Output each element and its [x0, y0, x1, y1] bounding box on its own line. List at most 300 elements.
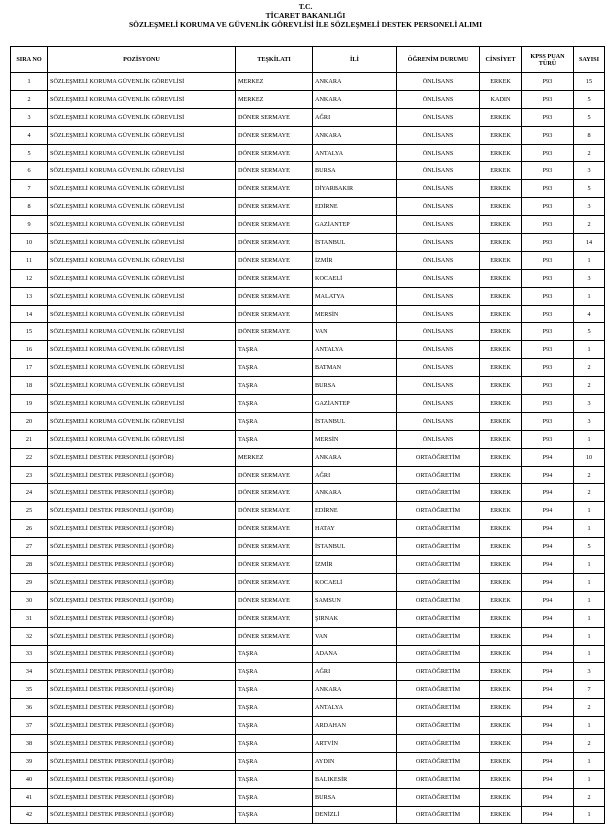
cell-teskilati: DÖNER SERMAYE	[236, 126, 313, 144]
cell-cinsiyet: ERKEK	[480, 788, 522, 806]
cell-kpss-puan-turu: P93	[522, 323, 574, 341]
cell-sayisi: 8	[574, 126, 605, 144]
cell-cinsiyet: ERKEK	[480, 412, 522, 430]
cell-pozisyonu: SÖZLEŞMELİ DESTEK PERSONELİ (ŞOFÖR)	[48, 448, 236, 466]
cell-pozisyonu: SÖZLEŞMELİ DESTEK PERSONELİ (ŞOFÖR)	[48, 681, 236, 699]
cell-ogrenim-durumu: ÖNLİSANS	[397, 341, 480, 359]
table-row	[11, 573, 605, 591]
cell-cinsiyet: ERKEK	[480, 162, 522, 180]
cell-sayisi: 1	[574, 573, 605, 591]
cell-teskilati: DÖNER SERMAYE	[236, 251, 313, 269]
cell-sayisi: 1	[574, 627, 605, 645]
cell-cinsiyet: ERKEK	[480, 717, 522, 735]
cell-sayisi: 3	[574, 162, 605, 180]
cell-teskilati: DÖNER SERMAYE	[236, 502, 313, 520]
cell-ili: ANTALYA	[313, 341, 397, 359]
cell-sayisi: 2	[574, 377, 605, 395]
cell-kpss-puan-turu: P93	[522, 430, 574, 448]
table-row	[11, 520, 605, 538]
cell-teskilati: TAŞRA	[236, 788, 313, 806]
cell-ili: ANKARA	[313, 73, 397, 91]
cell-pozisyonu: SÖZLEŞMELİ DESTEK PERSONELİ (ŞOFÖR)	[48, 752, 236, 770]
cell-sayisi: 2	[574, 466, 605, 484]
cell-kpss-puan-turu: P93	[522, 377, 574, 395]
cell-ogrenim-durumu: ORTAÖĞRETİM	[397, 681, 480, 699]
table-row	[11, 466, 605, 484]
cell-ogrenim-durumu: ORTAÖĞRETİM	[397, 484, 480, 502]
table-row	[11, 108, 605, 126]
cell-ili: AYDIN	[313, 752, 397, 770]
cell-sira-no: 28	[11, 556, 48, 574]
cell-ogrenim-durumu: ORTAÖĞRETİM	[397, 538, 480, 556]
cell-pozisyonu: SÖZLEŞMELİ DESTEK PERSONELİ (ŞOFÖR)	[48, 663, 236, 681]
cell-teskilati: DÖNER SERMAYE	[236, 573, 313, 591]
cell-ili: BURSA	[313, 788, 397, 806]
cell-teskilati: TAŞRA	[236, 717, 313, 735]
table-row	[11, 180, 605, 198]
cell-ogrenim-durumu: ÖNLİSANS	[397, 162, 480, 180]
cell-pozisyonu: SÖZLEŞMELİ DESTEK PERSONELİ (ŞOFÖR)	[48, 734, 236, 752]
cell-ogrenim-durumu: ORTAÖĞRETİM	[397, 520, 480, 538]
cell-sira-no: 39	[11, 752, 48, 770]
cell-kpss-puan-turu: P94	[522, 448, 574, 466]
cell-sira-no: 29	[11, 573, 48, 591]
cell-sira-no: 11	[11, 251, 48, 269]
cell-sayisi: 1	[574, 770, 605, 788]
cell-sira-no: 20	[11, 412, 48, 430]
cell-teskilati: TAŞRA	[236, 663, 313, 681]
cell-pozisyonu: SÖZLEŞMELİ KORUMA GÜVENLİK GÖREVLİSİ	[48, 126, 236, 144]
cell-teskilati: TAŞRA	[236, 341, 313, 359]
cell-sayisi: 1	[574, 502, 605, 520]
table-row	[11, 591, 605, 609]
cell-ogrenim-durumu: ÖNLİSANS	[397, 251, 480, 269]
cell-sayisi: 4	[574, 305, 605, 323]
cell-sira-no: 22	[11, 448, 48, 466]
cell-ogrenim-durumu: ORTAÖĞRETİM	[397, 591, 480, 609]
table-row	[11, 269, 605, 287]
cell-teskilati: TAŞRA	[236, 645, 313, 663]
cell-sayisi: 2	[574, 788, 605, 806]
cell-ili: ŞIRNAK	[313, 609, 397, 627]
cell-sira-no: 31	[11, 609, 48, 627]
cell-ili: EDİRNE	[313, 198, 397, 216]
cell-sira-no: 6	[11, 162, 48, 180]
cell-cinsiyet: ERKEK	[480, 681, 522, 699]
cell-ogrenim-durumu: ORTAÖĞRETİM	[397, 752, 480, 770]
cell-teskilati: DÖNER SERMAYE	[236, 269, 313, 287]
cell-cinsiyet: ERKEK	[480, 108, 522, 126]
cell-pozisyonu: SÖZLEŞMELİ KORUMA GÜVENLİK GÖREVLİSİ	[48, 430, 236, 448]
cell-sayisi: 1	[574, 287, 605, 305]
cell-sira-no: 3	[11, 108, 48, 126]
cell-pozisyonu: SÖZLEŞMELİ DESTEK PERSONELİ (ŞOFÖR)	[48, 591, 236, 609]
cell-sira-no: 8	[11, 198, 48, 216]
cell-kpss-puan-turu: P93	[522, 216, 574, 234]
table-row	[11, 788, 605, 806]
cell-sira-no: 35	[11, 681, 48, 699]
column-header-kpss-puan-turu: KPSS PUAN TÜRÜ	[522, 47, 574, 73]
cell-kpss-puan-turu: P94	[522, 484, 574, 502]
cell-sayisi: 2	[574, 699, 605, 717]
cell-ogrenim-durumu: ORTAÖĞRETİM	[397, 573, 480, 591]
cell-sira-no: 40	[11, 770, 48, 788]
cell-cinsiyet: ERKEK	[480, 538, 522, 556]
cell-pozisyonu: SÖZLEŞMELİ KORUMA GÜVENLİK GÖREVLİSİ	[48, 251, 236, 269]
cell-ili: ANKARA	[313, 681, 397, 699]
cell-teskilati: DÖNER SERMAYE	[236, 591, 313, 609]
cell-cinsiyet: ERKEK	[480, 216, 522, 234]
cell-teskilati: DÖNER SERMAYE	[236, 520, 313, 538]
cell-kpss-puan-turu: P93	[522, 412, 574, 430]
cell-cinsiyet: ERKEK	[480, 198, 522, 216]
table-row	[11, 234, 605, 252]
cell-ili: İZMİR	[313, 251, 397, 269]
cell-cinsiyet: ERKEK	[480, 502, 522, 520]
cell-teskilati: DÖNER SERMAYE	[236, 144, 313, 162]
cell-kpss-puan-turu: P94	[522, 538, 574, 556]
cell-teskilati: TAŞRA	[236, 770, 313, 788]
cell-teskilati: DÖNER SERMAYE	[236, 180, 313, 198]
cell-pozisyonu: SÖZLEŞMELİ KORUMA GÜVENLİK GÖREVLİSİ	[48, 180, 236, 198]
cell-sira-no: 23	[11, 466, 48, 484]
cell-ili: DENİZLİ	[313, 806, 397, 824]
cell-kpss-puan-turu: P93	[522, 305, 574, 323]
cell-teskilati: DÖNER SERMAYE	[236, 484, 313, 502]
cell-teskilati: TAŞRA	[236, 752, 313, 770]
cell-teskilati: DÖNER SERMAYE	[236, 305, 313, 323]
cell-pozisyonu: SÖZLEŞMELİ DESTEK PERSONELİ (ŞOFÖR)	[48, 466, 236, 484]
cell-cinsiyet: ERKEK	[480, 734, 522, 752]
cell-pozisyonu: SÖZLEŞMELİ KORUMA GÜVENLİK GÖREVLİSİ	[48, 234, 236, 252]
cell-ogrenim-durumu: ORTAÖĞRETİM	[397, 717, 480, 735]
cell-kpss-puan-turu: P94	[522, 734, 574, 752]
table-row	[11, 645, 605, 663]
cell-cinsiyet: ERKEK	[480, 770, 522, 788]
cell-ili: AĞRI	[313, 108, 397, 126]
cell-kpss-puan-turu: P93	[522, 73, 574, 91]
cell-ili: MALATYA	[313, 287, 397, 305]
cell-cinsiyet: ERKEK	[480, 359, 522, 377]
cell-pozisyonu: SÖZLEŞMELİ KORUMA GÜVENLİK GÖREVLİSİ	[48, 90, 236, 108]
cell-pozisyonu: SÖZLEŞMELİ KORUMA GÜVENLİK GÖREVLİSİ	[48, 377, 236, 395]
cell-teskilati: TAŞRA	[236, 430, 313, 448]
cell-sayisi: 2	[574, 484, 605, 502]
cell-ogrenim-durumu: ÖNLİSANS	[397, 305, 480, 323]
cell-kpss-puan-turu: P94	[522, 788, 574, 806]
cell-sayisi: 1	[574, 430, 605, 448]
cell-ili: İZMİR	[313, 556, 397, 574]
cell-kpss-puan-turu: P93	[522, 269, 574, 287]
cell-teskilati: DÖNER SERMAYE	[236, 216, 313, 234]
cell-sayisi: 5	[574, 323, 605, 341]
cell-sira-no: 19	[11, 395, 48, 413]
header-line-1: T.C.	[298, 2, 313, 11]
cell-ogrenim-durumu: ÖNLİSANS	[397, 269, 480, 287]
cell-sira-no: 17	[11, 359, 48, 377]
cell-kpss-puan-turu: P94	[522, 573, 574, 591]
table-row	[11, 412, 605, 430]
cell-cinsiyet: KADIN	[480, 90, 522, 108]
cell-sira-no: 37	[11, 717, 48, 735]
cell-kpss-puan-turu: P93	[522, 144, 574, 162]
cell-sira-no: 41	[11, 788, 48, 806]
cell-pozisyonu: SÖZLEŞMELİ DESTEK PERSONELİ (ŞOFÖR)	[48, 806, 236, 824]
cell-sira-no: 1	[11, 73, 48, 91]
cell-cinsiyet: ERKEK	[480, 806, 522, 824]
table-row	[11, 609, 605, 627]
cell-ili: ARTVİN	[313, 734, 397, 752]
cell-sayisi: 3	[574, 663, 605, 681]
cell-pozisyonu: SÖZLEŞMELİ KORUMA GÜVENLİK GÖREVLİSİ	[48, 395, 236, 413]
cell-teskilati: DÖNER SERMAYE	[236, 538, 313, 556]
cell-sira-no: 21	[11, 430, 48, 448]
cell-sira-no: 38	[11, 734, 48, 752]
column-header-sayisi: SAYISI	[574, 47, 605, 73]
cell-kpss-puan-turu: P94	[522, 627, 574, 645]
cell-sayisi: 2	[574, 734, 605, 752]
cell-cinsiyet: ERKEK	[480, 323, 522, 341]
cell-teskilati: TAŞRA	[236, 377, 313, 395]
cell-teskilati: TAŞRA	[236, 395, 313, 413]
column-header-pozisyonu: POZİSYONU	[48, 47, 236, 73]
cell-kpss-puan-turu: P94	[522, 591, 574, 609]
table-row	[11, 663, 605, 681]
cell-ogrenim-durumu: ORTAÖĞRETİM	[397, 788, 480, 806]
cell-sayisi: 1	[574, 752, 605, 770]
cell-ili: ANKARA	[313, 126, 397, 144]
cell-teskilati: TAŞRA	[236, 412, 313, 430]
cell-sira-no: 26	[11, 520, 48, 538]
cell-sira-no: 36	[11, 699, 48, 717]
cell-ili: VAN	[313, 323, 397, 341]
cell-teskilati: DÖNER SERMAYE	[236, 198, 313, 216]
cell-cinsiyet: ERKEK	[480, 752, 522, 770]
cell-ogrenim-durumu: ÖNLİSANS	[397, 359, 480, 377]
cell-sayisi: 5	[574, 108, 605, 126]
cell-teskilati: MERKEZ	[236, 448, 313, 466]
cell-pozisyonu: SÖZLEŞMELİ DESTEK PERSONELİ (ŞOFÖR)	[48, 573, 236, 591]
cell-teskilati: DÖNER SERMAYE	[236, 627, 313, 645]
cell-ili: BURSA	[313, 162, 397, 180]
cell-sira-no: 14	[11, 305, 48, 323]
cell-kpss-puan-turu: P94	[522, 466, 574, 484]
cell-ili: MERSİN	[313, 430, 397, 448]
cell-pozisyonu: SÖZLEŞMELİ DESTEK PERSONELİ (ŞOFÖR)	[48, 699, 236, 717]
table-row	[11, 717, 605, 735]
cell-kpss-puan-turu: P94	[522, 770, 574, 788]
cell-ogrenim-durumu: ÖNLİSANS	[397, 412, 480, 430]
cell-ili: BATMAN	[313, 359, 397, 377]
cell-cinsiyet: ERKEK	[480, 663, 522, 681]
cell-ogrenim-durumu: ORTAÖĞRETİM	[397, 734, 480, 752]
cell-ogrenim-durumu: ÖNLİSANS	[397, 73, 480, 91]
cell-kpss-puan-turu: P93	[522, 198, 574, 216]
table-row	[11, 752, 605, 770]
cell-kpss-puan-turu: P93	[522, 359, 574, 377]
cell-kpss-puan-turu: P93	[522, 126, 574, 144]
table-row	[11, 305, 605, 323]
cell-pozisyonu: SÖZLEŞMELİ DESTEK PERSONELİ (ŞOFÖR)	[48, 717, 236, 735]
cell-sayisi: 2	[574, 144, 605, 162]
cell-ili: İSTANBUL	[313, 234, 397, 252]
cell-ili: GAZİANTEP	[313, 216, 397, 234]
cell-pozisyonu: SÖZLEŞMELİ KORUMA GÜVENLİK GÖREVLİSİ	[48, 198, 236, 216]
cell-sira-no: 12	[11, 269, 48, 287]
cell-ili: İSTANBUL	[313, 412, 397, 430]
cell-teskilati: TAŞRA	[236, 734, 313, 752]
cell-cinsiyet: ERKEK	[480, 180, 522, 198]
cell-cinsiyet: ERKEK	[480, 556, 522, 574]
table-row	[11, 556, 605, 574]
cell-sira-no: 15	[11, 323, 48, 341]
table-row	[11, 627, 605, 645]
column-header-sira-no: SIRA NO	[11, 47, 48, 73]
cell-sayisi: 15	[574, 73, 605, 91]
cell-sira-no: 9	[11, 216, 48, 234]
cell-kpss-puan-turu: P94	[522, 752, 574, 770]
cell-kpss-puan-turu: P94	[522, 663, 574, 681]
table-row	[11, 90, 605, 108]
cell-cinsiyet: ERKEK	[480, 341, 522, 359]
cell-pozisyonu: SÖZLEŞMELİ DESTEK PERSONELİ (ŞOFÖR)	[48, 609, 236, 627]
cell-teskilati: TAŞRA	[236, 806, 313, 824]
cell-cinsiyet: ERKEK	[480, 627, 522, 645]
cell-ogrenim-durumu: ÖNLİSANS	[397, 287, 480, 305]
cell-ogrenim-durumu: ORTAÖĞRETİM	[397, 806, 480, 824]
cell-pozisyonu: SÖZLEŞMELİ KORUMA GÜVENLİK GÖREVLİSİ	[48, 341, 236, 359]
table-row	[11, 377, 605, 395]
cell-cinsiyet: ERKEK	[480, 251, 522, 269]
cell-sira-no: 7	[11, 180, 48, 198]
cell-ogrenim-durumu: ÖNLİSANS	[397, 377, 480, 395]
cell-ogrenim-durumu: ORTAÖĞRETİM	[397, 699, 480, 717]
cell-cinsiyet: ERKEK	[480, 609, 522, 627]
cell-ili: DİYARBAKIR	[313, 180, 397, 198]
cell-ogrenim-durumu: ORTAÖĞRETİM	[397, 466, 480, 484]
cell-sayisi: 1	[574, 806, 605, 824]
table-row	[11, 430, 605, 448]
cell-sira-no: 30	[11, 591, 48, 609]
cell-teskilati: DÖNER SERMAYE	[236, 234, 313, 252]
cell-sira-no: 32	[11, 627, 48, 645]
cell-ogrenim-durumu: ORTAÖĞRETİM	[397, 770, 480, 788]
table-row	[11, 681, 605, 699]
cell-ogrenim-durumu: ORTAÖĞRETİM	[397, 448, 480, 466]
cell-pozisyonu: SÖZLEŞMELİ DESTEK PERSONELİ (ŞOFÖR)	[48, 502, 236, 520]
cell-teskilati: DÖNER SERMAYE	[236, 323, 313, 341]
table-row	[11, 484, 605, 502]
cell-cinsiyet: ERKEK	[480, 484, 522, 502]
cell-teskilati: MERKEZ	[236, 73, 313, 91]
cell-cinsiyet: ERKEK	[480, 448, 522, 466]
cell-ili: AĞRI	[313, 466, 397, 484]
cell-ili: KOCAELİ	[313, 269, 397, 287]
table-row	[11, 395, 605, 413]
cell-pozisyonu: SÖZLEŞMELİ DESTEK PERSONELİ (ŞOFÖR)	[48, 788, 236, 806]
cell-pozisyonu: SÖZLEŞMELİ KORUMA GÜVENLİK GÖREVLİSİ	[48, 287, 236, 305]
cell-pozisyonu: SÖZLEŞMELİ KORUMA GÜVENLİK GÖREVLİSİ	[48, 216, 236, 234]
cell-cinsiyet: ERKEK	[480, 234, 522, 252]
cell-cinsiyet: ERKEK	[480, 430, 522, 448]
cell-pozisyonu: SÖZLEŞMELİ KORUMA GÜVENLİK GÖREVLİSİ	[48, 162, 236, 180]
cell-cinsiyet: ERKEK	[480, 520, 522, 538]
recruitment-table	[10, 46, 605, 824]
column-header-cinsiyet: CİNSİYET	[480, 47, 522, 73]
table-body	[11, 73, 605, 824]
cell-ogrenim-durumu: ÖNLİSANS	[397, 126, 480, 144]
cell-cinsiyet: ERKEK	[480, 645, 522, 663]
cell-pozisyonu: SÖZLEŞMELİ KORUMA GÜVENLİK GÖREVLİSİ	[48, 359, 236, 377]
table-row	[11, 198, 605, 216]
cell-sayisi: 2	[574, 359, 605, 377]
cell-pozisyonu: SÖZLEŞMELİ DESTEK PERSONELİ (ŞOFÖR)	[48, 538, 236, 556]
cell-kpss-puan-turu: P94	[522, 645, 574, 663]
cell-pozisyonu: SÖZLEŞMELİ DESTEK PERSONELİ (ŞOFÖR)	[48, 627, 236, 645]
cell-sayisi: 1	[574, 645, 605, 663]
cell-ili: AĞRI	[313, 663, 397, 681]
column-header-ili: İLİ	[313, 47, 397, 73]
cell-ili: BURSA	[313, 377, 397, 395]
cell-sira-no: 16	[11, 341, 48, 359]
cell-ili: ANKARA	[313, 484, 397, 502]
cell-kpss-puan-turu: P94	[522, 520, 574, 538]
cell-sayisi: 1	[574, 609, 605, 627]
cell-pozisyonu: SÖZLEŞMELİ KORUMA GÜVENLİK GÖREVLİSİ	[48, 305, 236, 323]
cell-teskilati: DÖNER SERMAYE	[236, 466, 313, 484]
cell-teskilati: TAŞRA	[236, 359, 313, 377]
cell-ogrenim-durumu: ORTAÖĞRETİM	[397, 627, 480, 645]
cell-sira-no: 4	[11, 126, 48, 144]
cell-sayisi: 1	[574, 591, 605, 609]
cell-kpss-puan-turu: P94	[522, 681, 574, 699]
cell-pozisyonu: SÖZLEŞMELİ DESTEK PERSONELİ (ŞOFÖR)	[48, 556, 236, 574]
cell-kpss-puan-turu: P94	[522, 806, 574, 824]
table-row	[11, 538, 605, 556]
cell-sayisi: 3	[574, 395, 605, 413]
cell-pozisyonu: SÖZLEŞMELİ KORUMA GÜVENLİK GÖREVLİSİ	[48, 269, 236, 287]
table-row	[11, 162, 605, 180]
cell-kpss-puan-turu: P93	[522, 395, 574, 413]
cell-kpss-puan-turu: P93	[522, 287, 574, 305]
cell-sayisi: 14	[574, 234, 605, 252]
cell-ogrenim-durumu: ORTAÖĞRETİM	[397, 609, 480, 627]
column-header-teskilati: TEŞKİLATI	[236, 47, 313, 73]
cell-cinsiyet: ERKEK	[480, 144, 522, 162]
cell-sayisi: 1	[574, 520, 605, 538]
cell-kpss-puan-turu: P93	[522, 341, 574, 359]
cell-kpss-puan-turu: P94	[522, 502, 574, 520]
cell-ogrenim-durumu: ÖNLİSANS	[397, 216, 480, 234]
cell-ili: EDİRNE	[313, 502, 397, 520]
cell-sira-no: 34	[11, 663, 48, 681]
table-header-row	[11, 47, 605, 73]
header-ministry-name: TİCARET BAKANLIĞI	[265, 11, 346, 20]
cell-teskilati: DÖNER SERMAYE	[236, 108, 313, 126]
cell-kpss-puan-turu: P93	[522, 162, 574, 180]
cell-ili: BALIKESİR	[313, 770, 397, 788]
table-row	[11, 73, 605, 91]
cell-pozisyonu: SÖZLEŞMELİ KORUMA GÜVENLİK GÖREVLİSİ	[48, 323, 236, 341]
cell-teskilati: DÖNER SERMAYE	[236, 287, 313, 305]
cell-kpss-puan-turu: P94	[522, 556, 574, 574]
cell-ili: ADANA	[313, 645, 397, 663]
table-row	[11, 323, 605, 341]
cell-sayisi: 1	[574, 717, 605, 735]
cell-ili: GAZİANTEP	[313, 395, 397, 413]
cell-ili: İSTANBUL	[313, 538, 397, 556]
cell-cinsiyet: ERKEK	[480, 395, 522, 413]
